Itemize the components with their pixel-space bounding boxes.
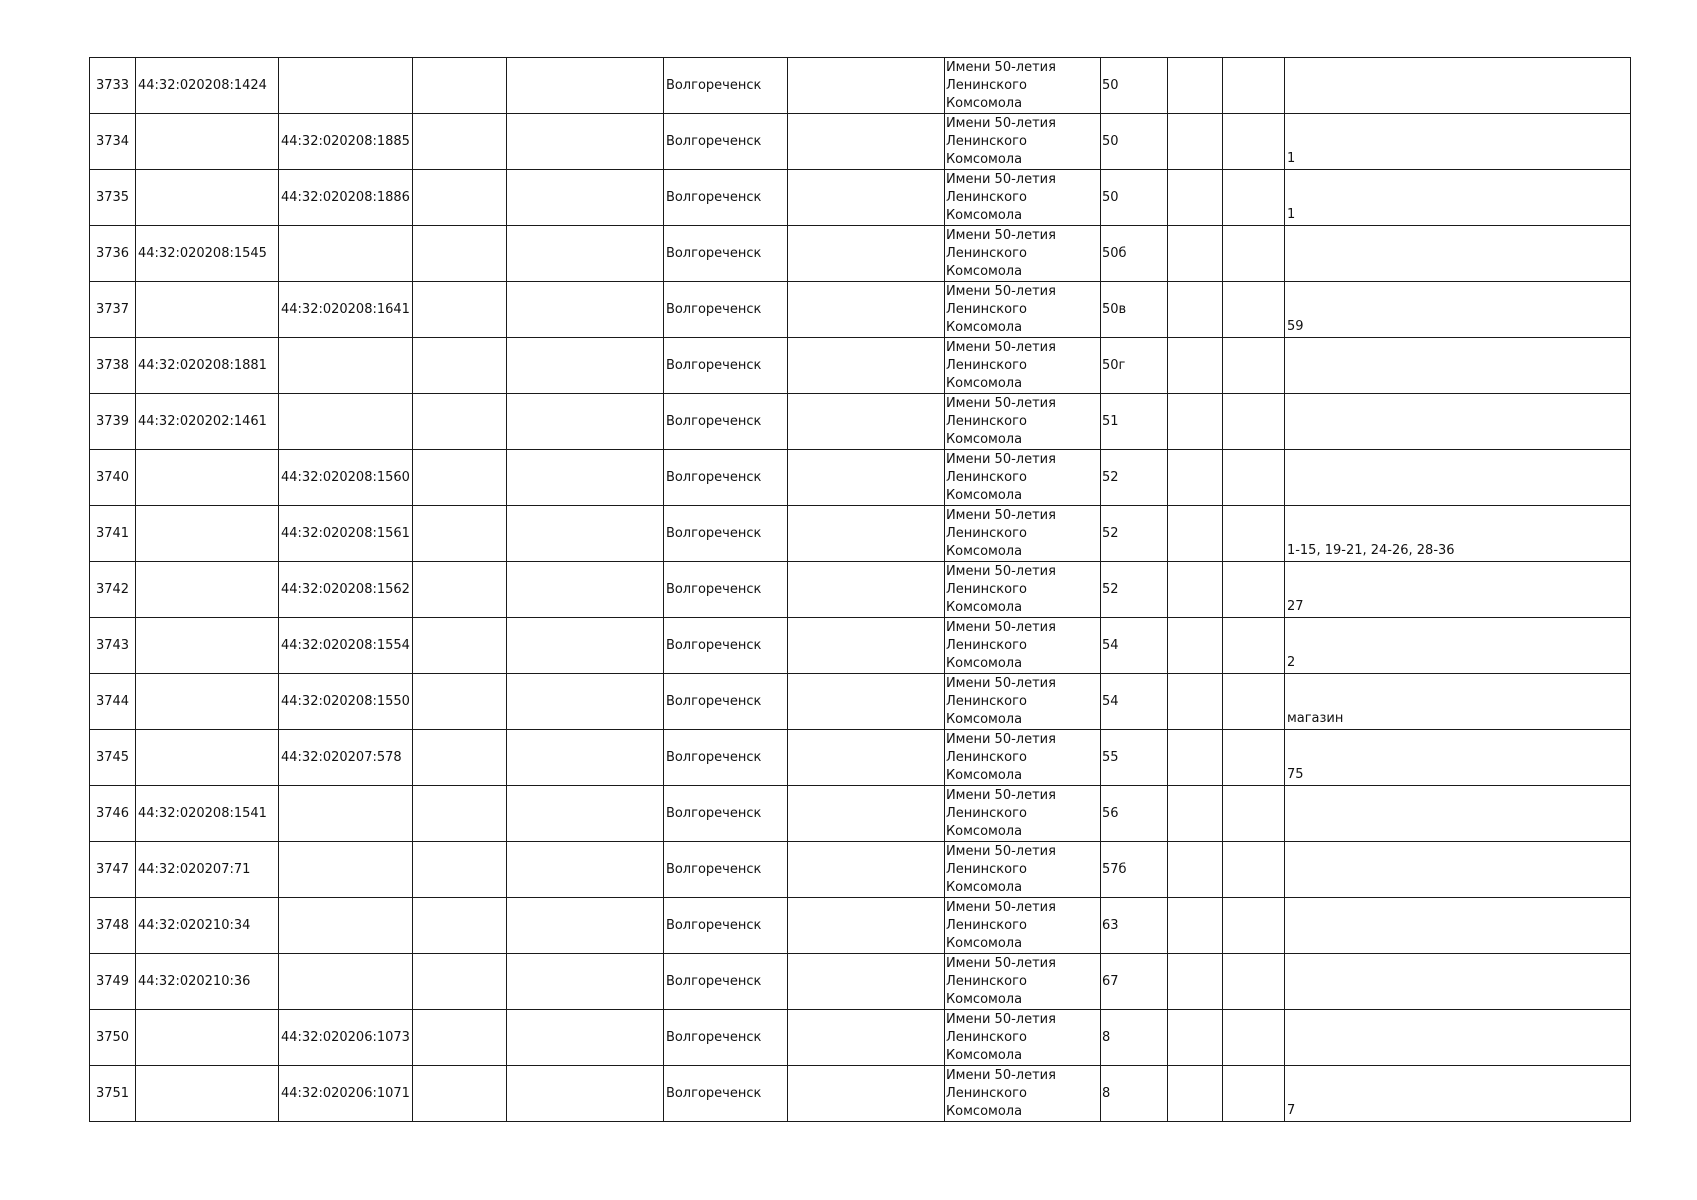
empty-cell bbox=[1222, 730, 1284, 786]
street-cell: Имени 50-летия Ленинского Комсомола bbox=[944, 450, 1100, 506]
city-cell: Волгореченск bbox=[663, 842, 787, 898]
house-number-cell: 8 bbox=[1100, 1066, 1167, 1122]
empty-cell bbox=[1222, 1066, 1284, 1122]
table-row bbox=[90, 226, 1631, 282]
street-cell: Имени 50-летия Ленинского Комсомола bbox=[944, 282, 1100, 338]
street-cell: Имени 50-летия Ленинского Комсомола bbox=[944, 730, 1100, 786]
city-cell: Волгореченск bbox=[663, 506, 787, 562]
empty-cell bbox=[787, 226, 944, 282]
table-row bbox=[90, 114, 1631, 170]
cadastral-land-cell bbox=[136, 1066, 279, 1122]
street-cell: Имени 50-летия Ленинского Комсомола bbox=[944, 674, 1100, 730]
empty-cell bbox=[787, 114, 944, 170]
cadastral-land-cell: 44:32:020210:34 bbox=[136, 898, 279, 954]
empty-cell bbox=[1167, 394, 1222, 450]
house-number-cell: 50г bbox=[1100, 338, 1167, 394]
empty-cell bbox=[1167, 282, 1222, 338]
empty-cell bbox=[412, 786, 506, 842]
street-cell: Имени 50-летия Ленинского Комсомола bbox=[944, 114, 1100, 170]
row-number-cell: 3736 bbox=[90, 226, 136, 282]
table-row bbox=[90, 842, 1631, 898]
table-body bbox=[90, 58, 1631, 1122]
house-number-cell: 50 bbox=[1100, 114, 1167, 170]
city-cell: Волгореченск bbox=[663, 730, 787, 786]
empty-cell bbox=[1222, 114, 1284, 170]
house-number-cell: 54 bbox=[1100, 674, 1167, 730]
city-cell: Волгореченск bbox=[663, 282, 787, 338]
cadastral-building-cell: 44:32:020208:1562 bbox=[279, 562, 413, 618]
cadastral-building-cell bbox=[279, 842, 413, 898]
cadastral-land-cell: 44:32:020208:1881 bbox=[136, 338, 279, 394]
premises-cell: магазин bbox=[1284, 674, 1630, 730]
cadastral-building-cell: 44:32:020208:1561 bbox=[279, 506, 413, 562]
empty-cell bbox=[412, 338, 506, 394]
cadastral-land-cell bbox=[136, 170, 279, 226]
empty-cell bbox=[412, 114, 506, 170]
empty-cell bbox=[412, 954, 506, 1010]
city-cell: Волгореченск bbox=[663, 338, 787, 394]
cadastral-building-cell bbox=[279, 226, 413, 282]
city-cell: Волгореченск bbox=[663, 562, 787, 618]
premises-cell bbox=[1284, 338, 1630, 394]
cadastral-land-cell bbox=[136, 730, 279, 786]
house-number-cell: 50б bbox=[1100, 226, 1167, 282]
premises-cell: 59 bbox=[1284, 282, 1630, 338]
house-number-cell: 55 bbox=[1100, 730, 1167, 786]
registry-table bbox=[89, 57, 1631, 1122]
row-number-cell: 3740 bbox=[90, 450, 136, 506]
empty-cell bbox=[412, 282, 506, 338]
empty-cell bbox=[1167, 842, 1222, 898]
cadastral-land-cell: 44:32:020202:1461 bbox=[136, 394, 279, 450]
row-number-cell: 3744 bbox=[90, 674, 136, 730]
premises-cell bbox=[1284, 842, 1630, 898]
cadastral-building-cell: 44:32:020208:1886 bbox=[279, 170, 413, 226]
house-number-cell: 52 bbox=[1100, 450, 1167, 506]
empty-cell bbox=[506, 114, 663, 170]
empty-cell bbox=[787, 58, 944, 114]
empty-cell bbox=[506, 1010, 663, 1066]
row-number-cell: 3733 bbox=[90, 58, 136, 114]
city-cell: Волгореченск bbox=[663, 786, 787, 842]
row-number-cell: 3743 bbox=[90, 618, 136, 674]
empty-cell bbox=[1167, 730, 1222, 786]
empty-cell bbox=[1167, 1010, 1222, 1066]
cadastral-land-cell bbox=[136, 506, 279, 562]
empty-cell bbox=[1222, 226, 1284, 282]
empty-cell bbox=[506, 1066, 663, 1122]
premises-cell bbox=[1284, 394, 1630, 450]
cadastral-building-cell bbox=[279, 58, 413, 114]
empty-cell bbox=[506, 506, 663, 562]
premises-cell bbox=[1284, 898, 1630, 954]
cadastral-building-cell: 44:32:020206:1071 bbox=[279, 1066, 413, 1122]
house-number-cell: 8 bbox=[1100, 1010, 1167, 1066]
table-row bbox=[90, 730, 1631, 786]
premises-cell bbox=[1284, 786, 1630, 842]
empty-cell bbox=[412, 562, 506, 618]
cadastral-land-cell: 44:32:020207:71 bbox=[136, 842, 279, 898]
street-cell: Имени 50-летия Ленинского Комсомола bbox=[944, 338, 1100, 394]
empty-cell bbox=[1222, 618, 1284, 674]
house-number-cell: 67 bbox=[1100, 954, 1167, 1010]
empty-cell bbox=[1222, 562, 1284, 618]
city-cell: Волгореченск bbox=[663, 674, 787, 730]
cadastral-land-cell bbox=[136, 450, 279, 506]
premises-cell bbox=[1284, 1010, 1630, 1066]
cadastral-building-cell bbox=[279, 954, 413, 1010]
empty-cell bbox=[787, 786, 944, 842]
table-row bbox=[90, 1010, 1631, 1066]
empty-cell bbox=[787, 1010, 944, 1066]
empty-cell bbox=[412, 1010, 506, 1066]
empty-cell bbox=[1222, 170, 1284, 226]
empty-cell bbox=[1222, 674, 1284, 730]
table-row bbox=[90, 954, 1631, 1010]
house-number-cell: 54 bbox=[1100, 618, 1167, 674]
city-cell: Волгореченск bbox=[663, 170, 787, 226]
empty-cell bbox=[787, 338, 944, 394]
empty-cell bbox=[1222, 898, 1284, 954]
empty-cell bbox=[787, 1066, 944, 1122]
cadastral-land-cell: 44:32:020208:1545 bbox=[136, 226, 279, 282]
house-number-cell: 57б bbox=[1100, 842, 1167, 898]
premises-cell bbox=[1284, 58, 1630, 114]
cadastral-land-cell bbox=[136, 618, 279, 674]
empty-cell bbox=[1167, 786, 1222, 842]
empty-cell bbox=[787, 506, 944, 562]
empty-cell bbox=[787, 170, 944, 226]
empty-cell bbox=[787, 954, 944, 1010]
cadastral-land-cell bbox=[136, 114, 279, 170]
empty-cell bbox=[787, 618, 944, 674]
table-row bbox=[90, 170, 1631, 226]
table-row bbox=[90, 58, 1631, 114]
table-row bbox=[90, 282, 1631, 338]
row-number-cell: 3741 bbox=[90, 506, 136, 562]
empty-cell bbox=[1222, 954, 1284, 1010]
cadastral-building-cell: 44:32:020207:578 bbox=[279, 730, 413, 786]
row-number-cell: 3748 bbox=[90, 898, 136, 954]
row-number-cell: 3739 bbox=[90, 394, 136, 450]
empty-cell bbox=[1222, 506, 1284, 562]
empty-cell bbox=[412, 450, 506, 506]
cadastral-land-cell: 44:32:020210:36 bbox=[136, 954, 279, 1010]
empty-cell bbox=[1222, 282, 1284, 338]
row-number-cell: 3737 bbox=[90, 282, 136, 338]
empty-cell bbox=[1167, 898, 1222, 954]
table-row bbox=[90, 562, 1631, 618]
empty-cell bbox=[412, 842, 506, 898]
row-number-cell: 3745 bbox=[90, 730, 136, 786]
empty-cell bbox=[1167, 170, 1222, 226]
cadastral-building-cell bbox=[279, 898, 413, 954]
table-row bbox=[90, 450, 1631, 506]
cadastral-building-cell bbox=[279, 338, 413, 394]
row-number-cell: 3751 bbox=[90, 1066, 136, 1122]
cadastral-land-cell: 44:32:020208:1541 bbox=[136, 786, 279, 842]
city-cell: Волгореченск bbox=[663, 1010, 787, 1066]
house-number-cell: 50 bbox=[1100, 170, 1167, 226]
empty-cell bbox=[506, 674, 663, 730]
street-cell: Имени 50-летия Ленинского Комсомола bbox=[944, 170, 1100, 226]
table-row bbox=[90, 898, 1631, 954]
cadastral-building-cell: 44:32:020208:1885 bbox=[279, 114, 413, 170]
cadastral-land-cell bbox=[136, 562, 279, 618]
empty-cell bbox=[1167, 618, 1222, 674]
house-number-cell: 51 bbox=[1100, 394, 1167, 450]
premises-cell: 1 bbox=[1284, 114, 1630, 170]
city-cell: Волгореченск bbox=[663, 954, 787, 1010]
city-cell: Волгореченск bbox=[663, 898, 787, 954]
cadastral-building-cell: 44:32:020208:1641 bbox=[279, 282, 413, 338]
table-row bbox=[90, 338, 1631, 394]
house-number-cell: 56 bbox=[1100, 786, 1167, 842]
city-cell: Волгореченск bbox=[663, 114, 787, 170]
empty-cell bbox=[412, 1066, 506, 1122]
empty-cell bbox=[412, 394, 506, 450]
street-cell: Имени 50-летия Ленинского Комсомола bbox=[944, 394, 1100, 450]
empty-cell bbox=[1167, 1066, 1222, 1122]
empty-cell bbox=[506, 562, 663, 618]
empty-cell bbox=[1167, 58, 1222, 114]
empty-cell bbox=[506, 618, 663, 674]
street-cell: Имени 50-летия Ленинского Комсомола bbox=[944, 786, 1100, 842]
row-number-cell: 3747 bbox=[90, 842, 136, 898]
street-cell: Имени 50-летия Ленинского Комсомола bbox=[944, 1010, 1100, 1066]
empty-cell bbox=[506, 226, 663, 282]
city-cell: Волгореченск bbox=[663, 618, 787, 674]
premises-cell: 75 bbox=[1284, 730, 1630, 786]
cadastral-building-cell: 44:32:020208:1560 bbox=[279, 450, 413, 506]
premises-cell bbox=[1284, 226, 1630, 282]
street-cell: Имени 50-летия Ленинского Комсомола bbox=[944, 1066, 1100, 1122]
street-cell: Имени 50-летия Ленинского Комсомола bbox=[944, 506, 1100, 562]
street-cell: Имени 50-летия Ленинского Комсомола bbox=[944, 58, 1100, 114]
empty-cell bbox=[787, 394, 944, 450]
premises-cell bbox=[1284, 450, 1630, 506]
house-number-cell: 50 bbox=[1100, 58, 1167, 114]
empty-cell bbox=[412, 730, 506, 786]
empty-cell bbox=[506, 170, 663, 226]
empty-cell bbox=[506, 338, 663, 394]
premises-cell: 1 bbox=[1284, 170, 1630, 226]
table-row bbox=[90, 506, 1631, 562]
table-row bbox=[90, 618, 1631, 674]
empty-cell bbox=[1222, 450, 1284, 506]
cadastral-land-cell: 44:32:020208:1424 bbox=[136, 58, 279, 114]
premises-cell: 1-15, 19-21, 24-26, 28-36 bbox=[1284, 506, 1630, 562]
table-row bbox=[90, 394, 1631, 450]
empty-cell bbox=[787, 450, 944, 506]
cadastral-building-cell: 44:32:020208:1554 bbox=[279, 618, 413, 674]
empty-cell bbox=[506, 954, 663, 1010]
row-number-cell: 3734 bbox=[90, 114, 136, 170]
city-cell: Волгореченск bbox=[663, 1066, 787, 1122]
empty-cell bbox=[1167, 114, 1222, 170]
house-number-cell: 52 bbox=[1100, 506, 1167, 562]
empty-cell bbox=[787, 898, 944, 954]
row-number-cell: 3746 bbox=[90, 786, 136, 842]
empty-cell bbox=[506, 786, 663, 842]
empty-cell bbox=[1167, 226, 1222, 282]
row-number-cell: 3735 bbox=[90, 170, 136, 226]
street-cell: Имени 50-летия Ленинского Комсомола bbox=[944, 898, 1100, 954]
empty-cell bbox=[412, 674, 506, 730]
empty-cell bbox=[412, 898, 506, 954]
cadastral-land-cell bbox=[136, 282, 279, 338]
street-cell: Имени 50-летия Ленинского Комсомола bbox=[944, 562, 1100, 618]
empty-cell bbox=[1222, 842, 1284, 898]
empty-cell bbox=[412, 506, 506, 562]
empty-cell bbox=[1222, 338, 1284, 394]
cadastral-building-cell bbox=[279, 786, 413, 842]
empty-cell bbox=[1167, 562, 1222, 618]
empty-cell bbox=[1222, 58, 1284, 114]
row-number-cell: 3738 bbox=[90, 338, 136, 394]
empty-cell bbox=[1167, 506, 1222, 562]
street-cell: Имени 50-летия Ленинского Комсомола bbox=[944, 618, 1100, 674]
empty-cell bbox=[1167, 338, 1222, 394]
street-cell: Имени 50-летия Ленинского Комсомола bbox=[944, 842, 1100, 898]
empty-cell bbox=[506, 450, 663, 506]
empty-cell bbox=[506, 394, 663, 450]
street-cell: Имени 50-летия Ленинского Комсомола bbox=[944, 954, 1100, 1010]
cadastral-land-cell bbox=[136, 1010, 279, 1066]
empty-cell bbox=[1222, 394, 1284, 450]
empty-cell bbox=[412, 170, 506, 226]
cadastral-building-cell: 44:32:020208:1550 bbox=[279, 674, 413, 730]
house-number-cell: 50в bbox=[1100, 282, 1167, 338]
empty-cell bbox=[787, 842, 944, 898]
empty-cell bbox=[506, 730, 663, 786]
table-row bbox=[90, 786, 1631, 842]
row-number-cell: 3742 bbox=[90, 562, 136, 618]
empty-cell bbox=[506, 842, 663, 898]
empty-cell bbox=[787, 562, 944, 618]
street-cell: Имени 50-летия Ленинского Комсомола bbox=[944, 226, 1100, 282]
table-row bbox=[90, 1066, 1631, 1122]
premises-cell: 27 bbox=[1284, 562, 1630, 618]
empty-cell bbox=[506, 898, 663, 954]
house-number-cell: 63 bbox=[1100, 898, 1167, 954]
empty-cell bbox=[1222, 1010, 1284, 1066]
city-cell: Волгореченск bbox=[663, 58, 787, 114]
cadastral-building-cell bbox=[279, 394, 413, 450]
row-number-cell: 3749 bbox=[90, 954, 136, 1010]
empty-cell bbox=[412, 226, 506, 282]
empty-cell bbox=[787, 282, 944, 338]
empty-cell bbox=[787, 674, 944, 730]
empty-cell bbox=[506, 282, 663, 338]
empty-cell bbox=[1222, 786, 1284, 842]
empty-cell bbox=[412, 618, 506, 674]
empty-cell bbox=[1167, 954, 1222, 1010]
premises-cell bbox=[1284, 954, 1630, 1010]
premises-cell: 7 bbox=[1284, 1066, 1630, 1122]
house-number-cell: 52 bbox=[1100, 562, 1167, 618]
cadastral-land-cell bbox=[136, 674, 279, 730]
empty-cell bbox=[787, 730, 944, 786]
city-cell: Волгореченск bbox=[663, 450, 787, 506]
empty-cell bbox=[1167, 674, 1222, 730]
city-cell: Волгореченск bbox=[663, 394, 787, 450]
table-row bbox=[90, 674, 1631, 730]
premises-cell: 2 bbox=[1284, 618, 1630, 674]
empty-cell bbox=[412, 58, 506, 114]
city-cell: Волгореченск bbox=[663, 226, 787, 282]
empty-cell bbox=[1167, 450, 1222, 506]
empty-cell bbox=[506, 58, 663, 114]
row-number-cell: 3750 bbox=[90, 1010, 136, 1066]
cadastral-building-cell: 44:32:020206:1073 bbox=[279, 1010, 413, 1066]
